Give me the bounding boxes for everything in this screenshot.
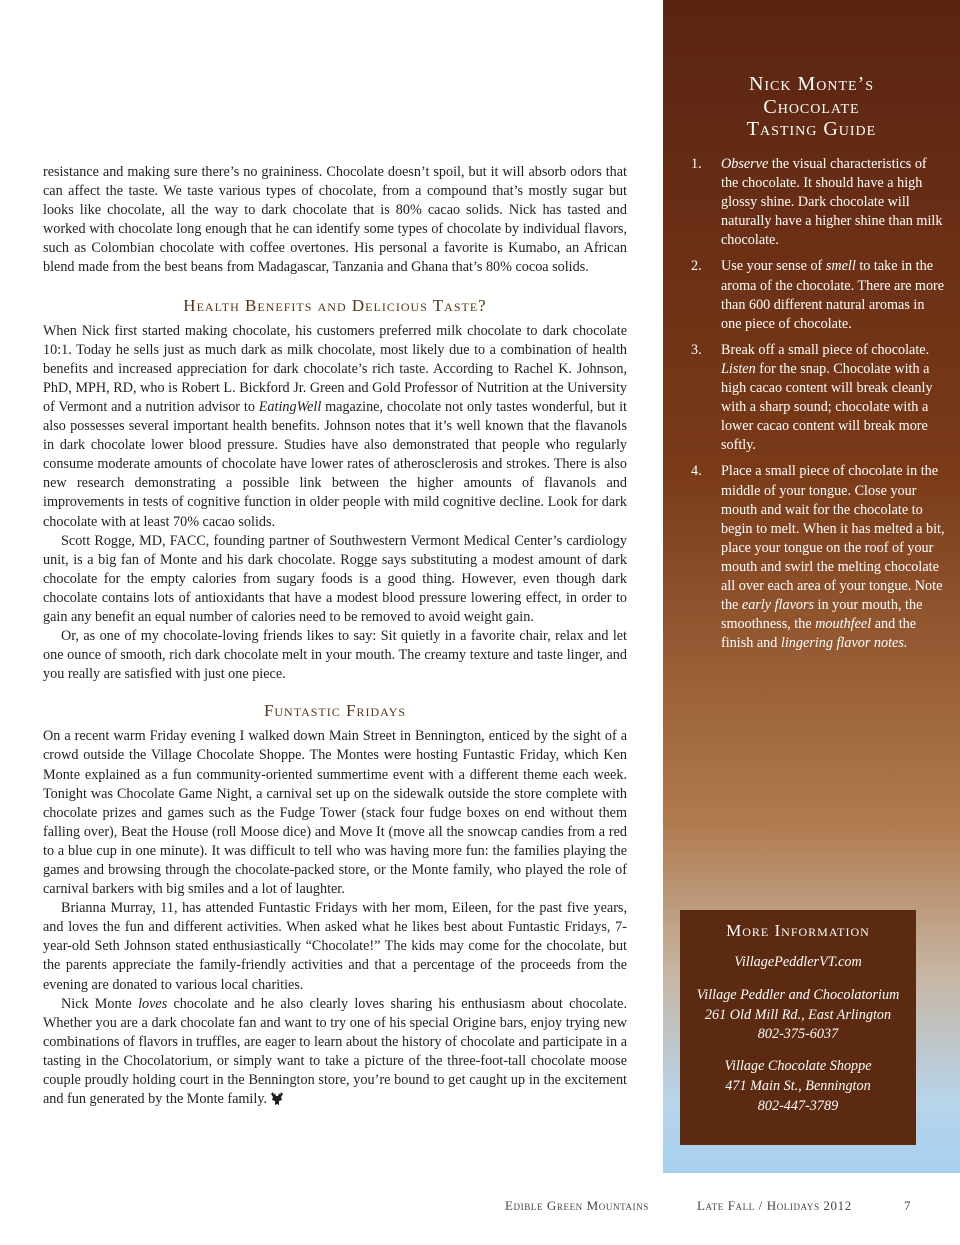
paragraph: On a recent warm Friday evening I walked down Main Street in Bennington, enticed by the sight of a crowd outside the Village Chocolate Shoppe. The Montes were hosting Funtastic Friday, which Ken Monte explained as a fun community-oriented summertime event with a different theme each week. Tonight was Chocolate Game Night, a carnival set up on the sidewalk outside the store complete with chocolate prizes and games such as the Fudge Tower (stack four fudge boxes on end without them falling over), Beat the House (roll Moose dice) and Move It (move all the snowcap candies from a red to a blue cup in one minute). It was difficult to tell who was having more fun: the families playing the games and browsing through the chocolate-packed store, or the Monte family, who played the role of carnival barkers with big smiles and a lot of laughter. <box>43 728 627 898</box>
issue-label: Late Fall / Holidays 2012 <box>697 1198 852 1213</box>
step-number: 2. <box>691 258 702 275</box>
tasting-step: 3. Break off a small piece of chocolate. Listen for the snap. Chocolate with a high cacao content will break cleanly with a sharp sound; chocolate with a lower cacao content will break more softly. <box>691 341 933 454</box>
tasting-step: 1. Observe the visual characteristics of the chocolate. It should have a high glossy shine. Dark chocolate will naturally have a higher shine than milk chocolate. <box>691 156 943 249</box>
paragraph: Or, as one of my chocolate-loving friends likes to say: Sit quietly in a favorite chair, relax and let one ounce of smooth, rich dark chocolate melt in your mouth. The creamy texture and taste linger, and you really are satisfied with just one piece. <box>43 628 627 683</box>
section-heading-health: Health Benefits and Delicious Taste? <box>183 295 487 315</box>
step-number: 3. <box>691 341 702 358</box>
tasting-step: 2. Use your sense of smell to take in the aroma of the chocolate. There are more than 600 different natural aromas in one piece of chocolate. <box>691 258 945 332</box>
section-heading-fridays: Funtastic Fridays <box>263 701 407 721</box>
tasting-guide-title: Nick Monte’s Chocolate Tasting Guide <box>746 73 877 140</box>
paragraph: resistance and making sure there’s no graininess. Chocolate doesn’t spoil, but it will absorb odors that can affect the taste. We taste various types of chocolate, from a compound that’s mostly sugar but looks like chocolate, all the way to dark chocolate that is 80% cacao solids. Nick has tasted and worked with chocolate long enough that he can identify some types of chocolate by individual flavors, such as Colombian chocolate with coffee overtones. His personal a favorite is Kumabo, an African blend made from the best beans from Madagascar, Tanzania and Ghana that’s 80% cocoa solids. <box>43 164 627 276</box>
magazine-name: EatingWell <box>258 398 322 415</box>
location-phone: 802-375-6037 <box>757 1026 839 1043</box>
location-name: Village Peddler and Chocolatorium <box>696 986 900 1003</box>
paragraph: Scott Rogge, MD, FACC, founding partner of Southwestern Vermont Medical Center’s cardiology unit, is a big fan of Monte and his dark chocolate. Rogge says substituting a modest amount of dark chocolate for the empty calories from sugary foods is a good thing. However, even though dark chocolate contains lots of antioxidants that have a modest blood pressure lowering effect, in order to gain any benefit an equal number of calories need to be removed to avoid weight gain. <box>43 532 627 625</box>
magazine-name: Edible Green Mountains <box>505 1198 649 1213</box>
tasting-step: 4. Place a small piece of chocolate in the middle of your tongue. Close your mouth and wait for the chocolate to begin to melt. When it has melted a bit, place your tongue on the roof of your mouth and swirl the melting chocolate all over each area of your tongue. Note the early flavors in your mouth, the smoothness, the mouthfeel and the finish and lingering flavor notes. <box>691 463 945 652</box>
location-name: Village Chocolate Shoppe <box>724 1058 872 1075</box>
tasting-steps-list <box>691 155 946 660</box>
paragraph: Brianna Murray, 11, has attended Funtastic Fridays with her mom, Eileen, for the past five years, and loves the fun and different activities. When asked what he likes best about Funtastic Fridays, 7-year-old Seth Johnson stated enthusiastically “Chocolate!” The kids may come for the chocolate, but the parents appreciate the family-friendly activities and that a percentage of the proceeds from the evening are donated to various local charities. <box>43 900 627 993</box>
page-footer <box>0 1198 960 1218</box>
article-body <box>43 163 627 1109</box>
website-link[interactable]: VillagePeddlerVT.com <box>734 954 862 970</box>
paragraph: When Nick first started making chocolate, his customers preferred milk chocolate to dark chocolate 10:1. Today he sells just as much dark as milk chocolate, most likely due to a combination of health benefits and increased appreciation for dark chocolate’s rich taste. According to Rachel K. Johnson, PhD, MPH, RD, who is Robert L. Bickford Jr. Green and Gold Professor of Nutrition at the University of Vermont and a nutrition advisor to EatingWell magazine, chocolate not only tastes wonderful, but it also possesses several important health benefits. Johnson notes that it’s well known that the flavanols in dark chocolate lower blood pressure. Studies have also demonstrated that people who regularly consume moderate amounts of chocolate have lower rates of atherosclerosis and strokes. There is also new research demonstrating a possible link between the higher amounts of flavanols and improvements in tests of cognitive function in older people with mild cognitive decline. Look for dark chocolate with at least 70% cacao solids. <box>43 322 627 530</box>
moose-end-mark-icon <box>270 1092 284 1105</box>
step-number: 1. <box>691 156 702 172</box>
location-phone: 802-447-3789 <box>757 1097 839 1114</box>
location-address: 471 Main St., Bennington <box>725 1077 871 1094</box>
more-information-box <box>680 910 916 1145</box>
location-address: 261 Old Mill Rd., East Arlington <box>704 1006 892 1023</box>
step-number: 4. <box>691 463 702 480</box>
page-number: 7 <box>904 1198 911 1213</box>
more-information-title: More Information <box>726 921 870 940</box>
paragraph: Nick Monte loves chocolate and he also clearly loves sharing his enthusiasm about chocolate. Whether you are a dark chocolate fan and want to try one of his special Origine bars, enjoy trying new combinations of flavors in truffles, are eager to learn about the history of chocolate and participate in a tasting in the Chocolatorium, or simply want to take a picture of the three-foot-tall chocolate moose couple proudly holding court in the Bennington store, you’re bound to get caught up in the excitement and fun generated by the Monte family. <box>43 995 628 1108</box>
